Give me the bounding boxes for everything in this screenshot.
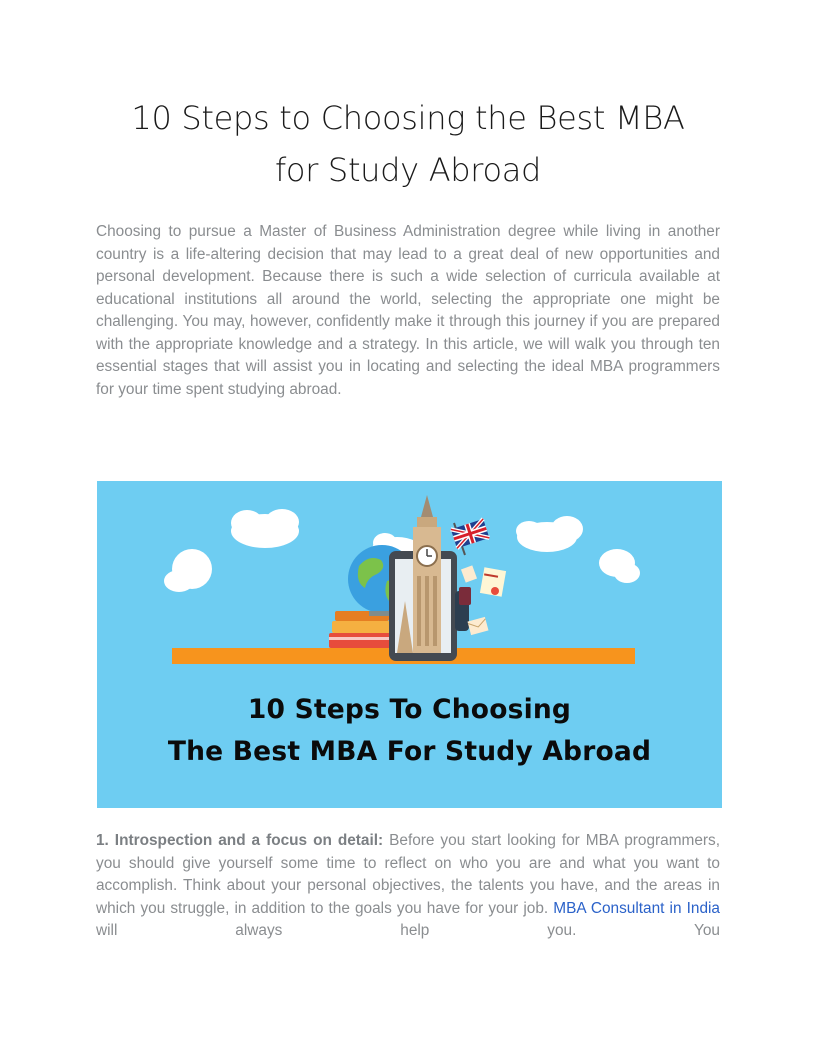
step-1-text: Before you start looking for MBA programmers, you should give yourself some time to reflect on who you are and what you want to accomplish. Think about your personal objectives, the talents you have, and the areas in which you struggle, in addition to the goals you have for your job. (96, 832, 721, 917)
banner-heading-line-1: 10 Steps To Choosing (247, 694, 572, 725)
books-icon (329, 611, 391, 648)
step-1-text-continued: will always help you. You (96, 922, 720, 939)
cloud-icon (164, 549, 212, 592)
step-1-paragraph (96, 830, 720, 943)
mba-consultant-link[interactable]: MBA Consultant in India (553, 899, 720, 917)
banner-heading-line-2: The Best MBA For Study Abroad (167, 736, 652, 767)
page-title (96, 92, 720, 196)
uk-flag-icon (451, 519, 490, 555)
cloud-icon (599, 549, 640, 583)
title-line-2: for Study Abroad (274, 151, 542, 189)
cloud-icon (231, 509, 299, 548)
intro-paragraph: Choosing to pursue a Master of Business Administration degree while living in another country is a life-altering decision that may lead to a great deal of new opportunities and personal development. Because there is such a wide selection of curricula available at educational institutions all around the world, selecting the appropriate one might be challenging. You may, however, confidently make it through this journey if you are prepared with the appropriate knowledge and a strategy. In this article, we will walk you through ten essential stages that will assist you in locating and selecting the ideal MBA programmers for your time spent studying abroad. (96, 223, 720, 398)
cloud-icon (516, 516, 583, 552)
step-1-heading: 1. Introspection and a focus on detail: (96, 832, 384, 849)
title-line-1: 10 Steps to Choosing the Best MBA (131, 99, 685, 137)
article-banner-image (97, 481, 722, 808)
